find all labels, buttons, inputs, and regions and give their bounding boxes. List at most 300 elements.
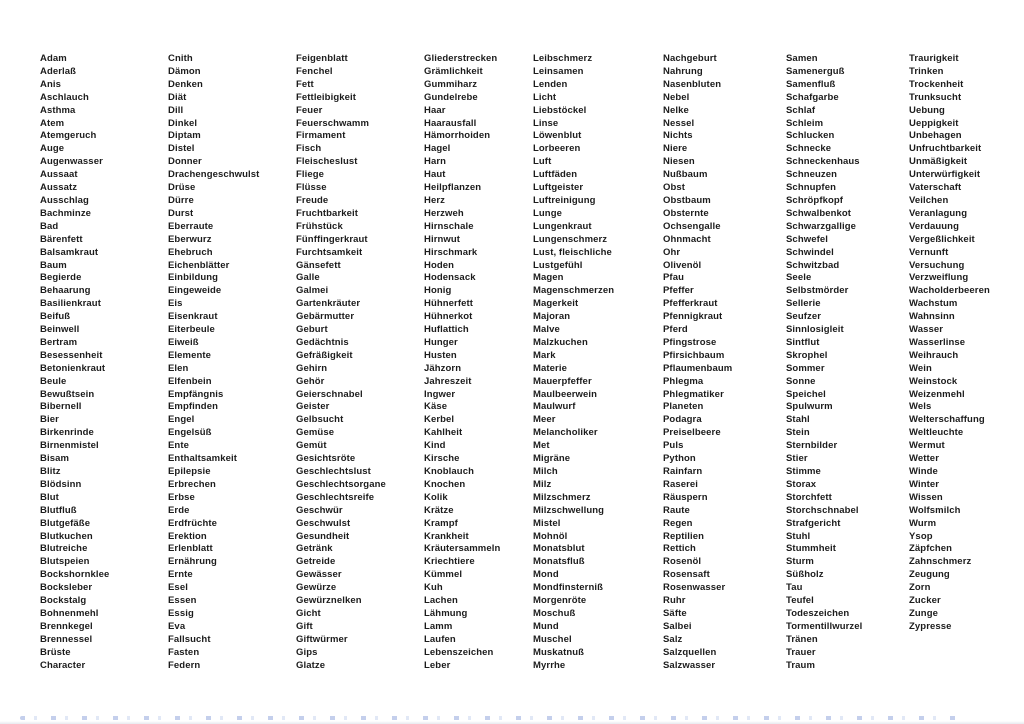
index-entry: Firmament (296, 130, 346, 142)
index-entry: Löwenblut (533, 130, 582, 142)
index-entry: Birkenrinde (40, 427, 94, 439)
index-entry: Stier (786, 453, 808, 465)
index-entry: Tau (786, 582, 803, 594)
index-entry: Diät (168, 91, 187, 103)
index-entry: Schwefel (786, 233, 828, 245)
index-entry: Melancholiker (533, 427, 598, 439)
index-entry: Bocksleber (40, 582, 93, 594)
index-entry: Durst (168, 207, 194, 219)
index-entry: Podagra (663, 414, 702, 426)
index-entry: Kind (424, 440, 446, 452)
index-entry: Ingwer (424, 388, 456, 400)
index-entry: Luft (533, 156, 552, 168)
index-entry: Muschel (533, 633, 572, 645)
index-entry: Adam (40, 53, 67, 64)
index-entry: Dürre (168, 194, 194, 206)
index-entry: Stahl (786, 414, 810, 426)
index-entry: Säfte (663, 607, 687, 619)
index-entry: Nahrung (663, 65, 703, 77)
index-entry: Haut (424, 169, 446, 181)
index-entry: Geierschnabel (296, 388, 363, 400)
index-entry: Erbse (168, 491, 195, 503)
index-entry: Feigenblatt (296, 53, 348, 64)
index-entry: Tormentillwurzel (786, 620, 863, 632)
index-entry: Samenfluß (786, 78, 836, 90)
index-entry: Bibernell (40, 401, 82, 413)
index-entry: Pferd (663, 324, 688, 336)
index-entry: Muskatnuß (533, 646, 585, 658)
index-entry: Balsamkraut (40, 246, 99, 258)
scan-edge-artifact (20, 716, 964, 720)
index-entry: Lorbeeren (533, 143, 581, 155)
index-column-3 (296, 53, 424, 673)
index-entry: Salz (663, 633, 683, 645)
index-entry: Wahnsinn (909, 311, 955, 323)
index-entry: Weizenmehl (909, 388, 965, 400)
index-entry: Wels (909, 401, 932, 413)
index-entry: Mondfinsterniß (533, 582, 604, 594)
index-entry: Bad (40, 220, 59, 232)
index-entry: Galmei (296, 285, 329, 297)
index-entry: Gehör (296, 375, 325, 387)
index-entry: Gehirn (296, 362, 328, 374)
index-entry: Salzwasser (663, 659, 716, 671)
index-entry: Erbrechen (168, 478, 216, 490)
index-entry: Diptam (168, 130, 201, 142)
index-entry: Nachgeburt (663, 53, 717, 64)
index-entry: Python (663, 453, 696, 465)
index-entry: Traurigkeit (909, 53, 959, 64)
index-entry: Betonienkraut (40, 362, 106, 374)
index-entry: Salbei (663, 620, 692, 632)
index-entry: Fisch (296, 143, 322, 155)
index-entry: Gedächtnis (296, 336, 349, 348)
index-entry: Baum (40, 259, 67, 271)
index-entry: Wein (909, 362, 932, 374)
index-entry: Stuhl (786, 530, 811, 542)
index-entry: Kerbel (424, 414, 455, 426)
index-entry: Atemgeruch (40, 130, 97, 142)
index-column-8 (909, 53, 1021, 634)
index-entry: Seufzer (786, 311, 822, 323)
index-entry: Rosensaft (663, 569, 710, 581)
index-entry: Frühstück (296, 220, 343, 232)
index-entry: Niesen (663, 156, 695, 168)
index-entry: Eichenblätter (168, 259, 230, 271)
index-entry: Cnith (168, 53, 193, 64)
index-entry: Eiterbeule (168, 324, 215, 336)
index-entry: Gesichtsröte (296, 453, 356, 465)
index-entry: Geburt (296, 324, 328, 336)
index-entry: Geschwulst (296, 517, 351, 529)
index-entry: Rosenöl (663, 556, 702, 568)
index-entry: Beinwell (40, 324, 80, 336)
index-entry: Hunger (424, 336, 458, 348)
index-entry: Essen (168, 595, 197, 607)
index-entry: Nichts (663, 130, 693, 142)
index-entry: Selbstmörder (786, 285, 849, 297)
index-entry: Moschuß (533, 607, 576, 619)
index-entry: Tränen (786, 633, 818, 645)
index-entry: Birnenmistel (40, 440, 99, 452)
index-entry: Blödsinn (40, 478, 82, 490)
index-entry: Maulbeerwein (533, 388, 598, 400)
index-entry: Mohnöl (533, 530, 568, 542)
index-entry: Dämon (168, 65, 201, 77)
index-entry: Ueppigkeit (909, 117, 959, 129)
index-entry: Verdauung (909, 220, 959, 232)
index-entry: Strafgericht (786, 517, 841, 529)
index-entry: Kriechtiere (424, 556, 475, 568)
index-entry: Bärenfett (40, 233, 83, 245)
index-entry: Sinnlosigleit (786, 324, 844, 336)
index-entry: Schröpfkopf (786, 194, 844, 206)
index-entry: Engelsüß (168, 427, 212, 439)
index-entry: Kuh (424, 582, 443, 594)
index-entry: Getränk (296, 543, 333, 555)
index-entry: Bisam (40, 453, 70, 465)
index-entry: Gewürznelken (296, 595, 362, 607)
index-entry: Freude (296, 194, 329, 206)
index-entry: Empfinden (168, 401, 218, 413)
index-entry: Weltleuchte (909, 427, 964, 439)
index-entry: Mauerpfeffer (533, 375, 592, 387)
index-entry: Bockstalg (40, 595, 87, 607)
index-entry: Gicht (296, 607, 321, 619)
index-entry: Geister (296, 401, 330, 413)
index-entry: Einbildung (168, 272, 219, 284)
index-entry: Hodensack (424, 272, 476, 284)
index-entry: Jahreszeit (424, 375, 472, 387)
index-entry: Enthaltsamkeit (168, 453, 237, 465)
index-entry: Hirnschale (424, 220, 474, 232)
index-entry: Ernährung (168, 556, 217, 568)
index-entry: Brennessel (40, 633, 93, 645)
index-entry: Schwitzbad (786, 259, 840, 271)
index-entry: Zunge (909, 607, 938, 619)
index-entry: Salzquellen (663, 646, 717, 658)
index-entry: Nasenbluten (663, 78, 722, 90)
index-entry: Mond (533, 569, 559, 581)
index-entry: Gänsefett (296, 259, 341, 271)
index-entry: Magerkeit (533, 298, 579, 310)
index-entry: Obst (663, 182, 686, 194)
index-entry: Vergeßlichkeit (909, 233, 975, 245)
index-entry: Knochen (424, 478, 466, 490)
index-entry: Erektion (168, 530, 207, 542)
index-column-4 (424, 53, 533, 673)
index-entry: Lachen (424, 595, 458, 607)
index-entry: Milz (533, 478, 552, 490)
index-entry: Blutspeien (40, 556, 90, 568)
index-entry: Jähzorn (424, 362, 462, 374)
index-entry: Wacholderbeeren (909, 285, 990, 297)
index-entry: Migräne (533, 453, 571, 465)
index-entry: Magenschmerzen (533, 285, 615, 297)
index-entry: Teufel (786, 595, 814, 607)
index-entry: Denken (168, 78, 203, 90)
index-entry: Distel (168, 143, 195, 155)
index-entry: Fettleibigkeit (296, 91, 356, 103)
index-entry: Schwindel (786, 246, 834, 258)
index-entry: Aussaat (40, 169, 78, 181)
index-entry: Hämorrhoiden (424, 130, 491, 142)
index-entry: Elfenbein (168, 375, 212, 387)
index-entry: Fliege (296, 169, 325, 181)
index-entry: Schwarzgallige (786, 220, 857, 232)
index-entry: Magen (533, 272, 564, 284)
index-entry: Rainfarn (663, 466, 703, 477)
index-entry: Gebärmutter (296, 311, 355, 323)
index-entry: Pflaumenbaum (663, 362, 733, 374)
index-entry: Eisenkraut (168, 311, 218, 323)
index-entry: Maulwurf (533, 401, 576, 413)
index-entry: Unbehagen (909, 130, 962, 142)
index-entry: Malve (533, 324, 560, 336)
index-entry: Lähmung (424, 607, 468, 619)
index-entry: Furchtsamkeit (296, 246, 363, 258)
index-entry: Stummheit (786, 543, 836, 555)
index-entry: Galle (296, 272, 320, 284)
index-entry: Storchschnabel (786, 504, 859, 516)
index-entry: Drachengeschwulst (168, 169, 260, 181)
index-entry: Zypresse (909, 620, 952, 632)
index-entry: Hirnwut (424, 233, 461, 245)
index-entry: Flüsse (296, 182, 327, 194)
index-entry: Honig (424, 285, 452, 297)
index-entry: Pfefferkraut (663, 298, 718, 310)
index-entry: Basilienkraut (40, 298, 101, 310)
index-entry: Stimme (786, 466, 821, 477)
index-entry: Leibschmerz (533, 53, 593, 64)
index-entry: Zeugung (909, 569, 950, 581)
index-entry: Malzkuchen (533, 336, 588, 348)
index-entry: Raute (663, 504, 690, 516)
index-entry: Blutreiche (40, 543, 88, 555)
index-entry: Gliederstrecken (424, 53, 498, 64)
index-entry: Gesundheit (296, 530, 350, 542)
index-entry: Drüse (168, 182, 196, 194)
index-entry: Gips (296, 646, 318, 658)
index-column-1 (40, 53, 168, 673)
index-entry: Mistel (533, 517, 561, 529)
index-entry: Eis (168, 298, 183, 310)
index-entry: Laufen (424, 633, 456, 645)
index-entry: Monatsfluß (533, 556, 585, 568)
index-entry: Zorn (909, 582, 931, 594)
index-entry: Wolfsmilch (909, 504, 961, 516)
index-entry: Erde (168, 504, 190, 516)
index-entry: Harn (424, 156, 447, 168)
index-entry: Bohnenmehl (40, 607, 99, 619)
index-entry: Ernte (168, 569, 193, 581)
index-entry: Ruhr (663, 595, 686, 607)
index-entry: Räuspern (663, 491, 708, 503)
index-entry: Mark (533, 349, 556, 361)
index-entry: Wurm (909, 517, 937, 529)
index-entry: Linse (533, 117, 559, 129)
index-entry: Wasser (909, 324, 944, 336)
index-entry: Heilpflanzen (424, 182, 482, 194)
index-entry: Eiweiß (168, 336, 199, 348)
index-entry: Unfruchtbarkeit (909, 143, 982, 155)
index-entry: Olivenöl (663, 259, 702, 271)
index-entry: Pfirsichbaum (663, 349, 725, 361)
index-entry: Zäpfchen (909, 543, 953, 555)
index-entry: Getreide (296, 556, 336, 568)
index-entry: Trockenheit (909, 78, 964, 90)
index-entry: Empfängnis (168, 388, 224, 400)
index-entry: Sintflut (786, 336, 820, 348)
index-entry: Schlaf (786, 104, 816, 116)
index-entry: Nessel (663, 117, 695, 129)
index-entry: Schlucken (786, 130, 835, 142)
index-entry: Met (533, 440, 550, 452)
index-entry: Lungenkraut (533, 220, 592, 232)
index-entry: Lebenszeichen (424, 646, 494, 658)
index-entry: Dinkel (168, 117, 198, 129)
index-entry: Knoblauch (424, 466, 474, 477)
index-entry: Schleim (786, 117, 824, 129)
index-entry: Schneckenhaus (786, 156, 860, 168)
index-entry: Beule (40, 375, 67, 387)
index-entry: Wetter (909, 453, 939, 465)
index-entry: Lungenschmerz (533, 233, 608, 245)
index-entry: Planeten (663, 401, 704, 413)
index-entry: Beifuß (40, 311, 71, 323)
index-entry: Veilchen (909, 194, 949, 206)
index-entry: Kirsche (424, 453, 460, 465)
index-entry: Sommer (786, 362, 825, 374)
index-entry: Fenchel (296, 65, 333, 77)
index-entry: Giftwürmer (296, 633, 348, 645)
index-entry: Hagel (424, 143, 451, 155)
index-entry: Begierde (40, 272, 82, 284)
index-entry: Vernunft (909, 246, 949, 258)
index-entry: Majoran (533, 311, 571, 323)
index-entry: Blutkuchen (40, 530, 93, 542)
index-entry: Kahlheit (424, 427, 463, 439)
word-index (40, 53, 1024, 673)
index-entry: Spulwurm (786, 401, 833, 413)
index-entry: Gefräßigkeit (296, 349, 353, 361)
index-entry: Gewässer (296, 569, 342, 581)
index-entry: Aussatz (40, 182, 78, 194)
index-entry: Fasten (168, 646, 200, 658)
index-entry: Aschlauch (40, 91, 89, 103)
index-entry: Hühnerfett (424, 298, 474, 310)
index-entry: Schneuzen (786, 169, 838, 181)
index-entry: Ohr (663, 246, 681, 258)
index-entry: Storchfett (786, 491, 832, 503)
index-entry: Traum (786, 659, 816, 671)
index-entry: Gartenkräuter (296, 298, 361, 310)
index-entry: Blitz (40, 466, 61, 477)
index-column-6 (663, 53, 786, 673)
index-entry: Todeszeichen (786, 607, 850, 619)
index-entry: Geschlechtsorgane (296, 478, 386, 490)
index-entry: Leinsamen (533, 65, 584, 77)
index-entry: Käse (424, 401, 448, 413)
index-entry: Brennkegel (40, 620, 93, 632)
index-entry: Ausschlag (40, 194, 89, 206)
index-entry: Raserei (663, 478, 699, 490)
index-entry: Gewürze (296, 582, 337, 594)
index-entry: Epilepsie (168, 466, 211, 477)
index-entry: Hirschmark (424, 246, 478, 258)
index-entry: Schafgarbe (786, 91, 839, 103)
index-entry: Krampf (424, 517, 458, 529)
index-entry: Weihrauch (909, 349, 959, 361)
index-entry: Myrrhe (533, 659, 566, 671)
index-entry: Obsternte (663, 207, 709, 219)
index-entry: Uebung (909, 104, 945, 116)
index-entry: Glatze (296, 659, 326, 671)
index-entry: Pfeffer (663, 285, 694, 297)
index-entry: Milch (533, 466, 558, 477)
index-entry: Fett (296, 78, 314, 90)
index-entry: Blutfluß (40, 504, 77, 516)
index-entry: Veranlagung (909, 207, 968, 219)
index-entry: Licht (533, 91, 557, 103)
index-entry: Geschlechtsreife (296, 491, 375, 503)
index-entry: Krankheit (424, 530, 469, 542)
index-entry: Ente (168, 440, 189, 452)
index-entry: Milzschwellung (533, 504, 605, 516)
index-entry: Atem (40, 117, 65, 129)
index-entry: Hoden (424, 259, 455, 271)
index-entry: Eberraute (168, 220, 214, 232)
index-entry: Samen (786, 53, 818, 64)
index-entry: Leber (424, 659, 451, 671)
index-entry: Fleischeslust (296, 156, 358, 168)
index-entry: Blutgefäße (40, 517, 91, 529)
index-entry: Fünffingerkraut (296, 233, 368, 245)
index-entry: Behaarung (40, 285, 91, 297)
index-entry: Winter (909, 478, 940, 490)
index-entry: Federn (168, 659, 201, 671)
index-entry: Welterschaffung (909, 414, 985, 426)
index-entry: Gummiharz (424, 78, 478, 90)
index-entry: Mund (533, 620, 559, 632)
index-entry: Regen (663, 517, 693, 529)
index-entry: Skrophel (786, 349, 828, 361)
index-column-5 (533, 53, 663, 673)
index-entry: Lunge (533, 207, 562, 219)
index-entry: Puls (663, 440, 684, 452)
index-entry: Erlenblatt (168, 543, 213, 555)
index-entry: Fallsucht (168, 633, 211, 645)
index-entry: Pfingstrose (663, 336, 717, 348)
index-entry: Aderlaß (40, 65, 77, 77)
index-entry: Winde (909, 466, 938, 477)
index-entry: Anis (40, 78, 61, 90)
index-entry: Unmäßigkeit (909, 156, 968, 168)
index-entry: Morgenröte (533, 595, 587, 607)
index-entry: Engel (168, 414, 195, 426)
index-entry: Kräutersammeln (424, 543, 501, 555)
index-entry: Gemüse (296, 427, 335, 439)
index-entry: Pfau (663, 272, 684, 284)
index-entry: Ochsengalle (663, 220, 721, 232)
index-entry: Elemente (168, 349, 212, 361)
index-entry: Obstbaum (663, 194, 711, 206)
index-entry: Lamm (424, 620, 453, 632)
index-entry: Unterwürfigkeit (909, 169, 981, 181)
index-entry: Rettich (663, 543, 696, 555)
index-entry: Materie (533, 362, 567, 374)
index-entry: Kolik (424, 491, 448, 503)
